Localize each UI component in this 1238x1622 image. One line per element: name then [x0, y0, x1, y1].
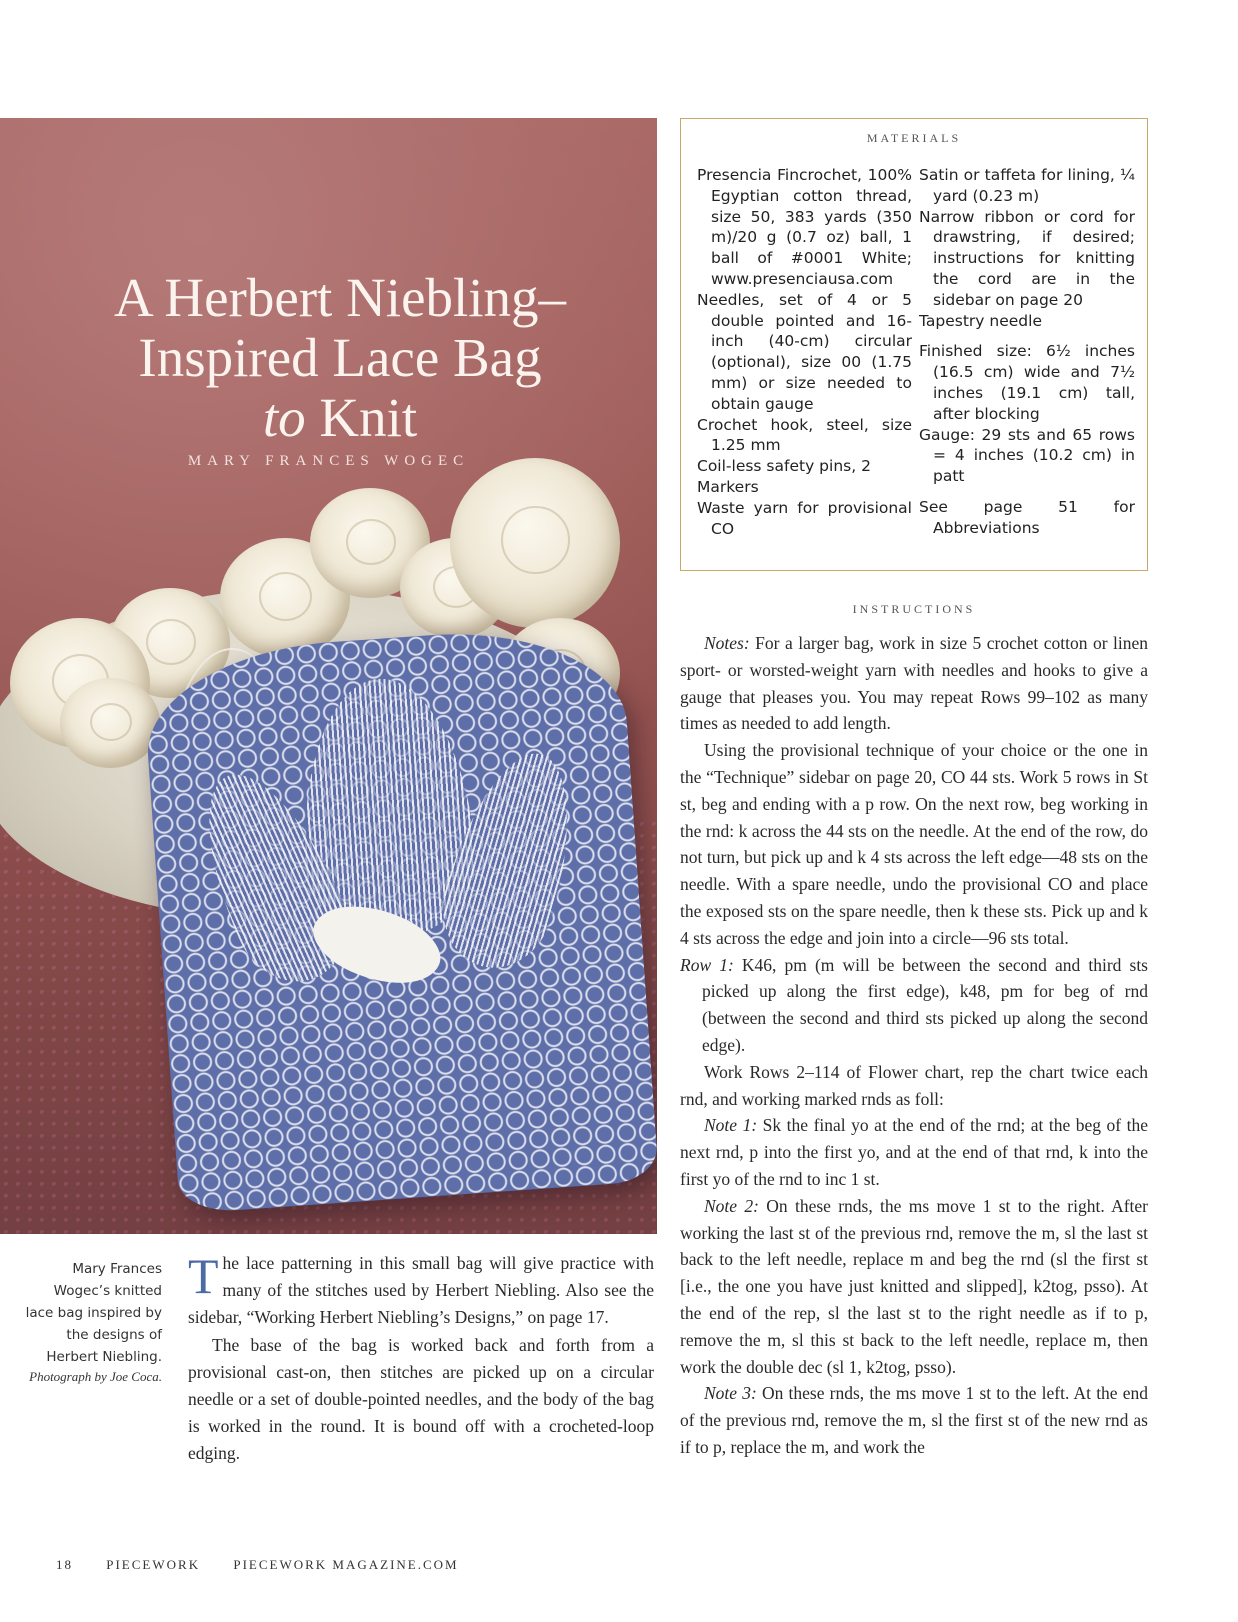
materials-item: Coil-less safety pins, 2 [697, 457, 871, 476]
materials-item: Markers [697, 477, 759, 496]
materials-item: Satin or taffeta for lining, ¼ yard (0.23 m) [919, 166, 1135, 205]
article-title: A Herbert Niebling– Inspired Lace Bag to Knit [113, 267, 567, 448]
materials-item: Needles, set of 4 or 5 double pointed and 16-inch (40-cm) circular (optional), size 00 (1.75 mm) or size needed to obtain gauge [697, 290, 912, 413]
drop-cap: T [188, 1248, 219, 1304]
note-3: Note 3: On these rnds, the ms move 1 st to the left. At the end of the previous rnd, remove the m, sl the first st of the new rnd as if to p, replace the m, and work the [680, 1383, 1149, 1457]
materials-item: Narrow ribbon or cord for drawstring, if desired; instructions for knitting the cord are in the sidebar on page 20 [919, 207, 1135, 309]
caption-text: Mary Frances Wogec’s knitted lace bag inspired by the designs of Herbert Niebling. [25, 1261, 162, 1365]
materials-heading: MATERIALS [866, 131, 962, 145]
materials-box [680, 118, 1148, 571]
materials-item: Crochet hook, steel, size 1.25 mm [697, 415, 912, 455]
photo-caption [22, 1258, 162, 1386]
instructions-notes: Notes: For a larger bag, work in size 5 crochet cotton or linen sport- or worsted-weight yarn with needles and hooks to give a gauge that pleases you. You may repeat Rows 99–102 as many times as needed to add length. [680, 633, 1148, 734]
instructions-heading: INSTRUCTIONS [852, 602, 976, 616]
lace-bag-photo [0, 118, 657, 1234]
materials-item: Waste yarn for provisional CO [697, 498, 912, 538]
note-2: Note 2: On these rnds, the ms move 1 st to the right. After working the last st of the previous rnd, remove the m, sl the last st back to the left needle, replace m and beg the rnd (sl the first st [i.e., the one you have just knitted and slipped], k2tog, psso). At the end of the rep, sl the last st to the right needle as if to p, remove the m, sl this st back to the left needle, replace m, then work the double dec (sl 1, k2tog, psso). [680, 1195, 1148, 1377]
article-body [188, 1250, 654, 1466]
magazine-name: PIECEWORK [106, 1557, 201, 1572]
materials-item: Presencia Fincrochet, 100% Egyptian cotton thread, size 50, 383 yards (350 m)/20 g (0.7 oz) ball, 1 ball of #0001 White; www.presenciausa.com [697, 166, 912, 288]
rose [450, 458, 620, 628]
row-1: Row 1: K46, pm (m will be between the second and third sts picked up along the first edge), k48, pm for beg of rnd (between the second and third sts picked up along the second edge). [680, 954, 1148, 1055]
photo-credit: Photograph by Joe Coca. [29, 1369, 162, 1384]
magazine-url: PIECEWORK MAGAZINE.COM [233, 1557, 459, 1572]
body-paragraph: The base of the bag is worked back and forth from a provisional cast-on, then stitches are picked up on a circular needle or a set of double-pointed needles, and the body of the bag is worked in the round. It is bound off with a crocheted-loop edging. [188, 1335, 654, 1463]
lace-bag [141, 622, 657, 1214]
page-number: 18 [56, 1557, 73, 1572]
finished-size: Finished size: 6½ inches (16.5 cm) wide and 7½ inches (19.1 cm) tall, after blocking [919, 342, 1135, 423]
author-byline: MARY FRANCES WOGEC [187, 453, 470, 469]
body-paragraph: The lace patterning in this small bag will give practice with many of the stitches used by Herbert Niebling. Also see the sidebar, “Working Herbert Niebling’s Designs,” on page 17. [188, 1248, 654, 1327]
page-footer [56, 1557, 487, 1573]
note-1: Note 1: Sk the final yo at the end of the rnd; at the beg of the next rnd, p into the first yo, and at the end of that rnd, k into the first yo of the rnd to inc 1 st. [680, 1115, 1148, 1189]
instructions-paragraph: Using the provisional technique of your choice or the one in the “Technique” sidebar on page 20, CO 44 sts. Work 5 rows in St st, beg and ending with a p row. On the next row, beg working in the rnd: k across the 44 sts on the needle. At the end of the row, do not turn, but pick up and k 4 sts across the left edge—48 sts on the needle. With a spare needle, undo the provisional CO and place the exposed sts on the spare needle, then k these sts. Pick up and k 4 sts across the edge and join into a circle—96 sts total. [680, 740, 1148, 948]
materials-list-right [919, 165, 1135, 539]
gauge: Gauge: 29 sts and 65 rows = 4 inches (10.2 cm) in patt [919, 425, 1135, 486]
instructions-text [680, 630, 1148, 1461]
instructions-paragraph: Work Rows 2–114 of Flower chart, rep the chart twice each rnd, and working marked rnds as foll: [680, 1061, 1148, 1109]
materials-list-left [697, 165, 912, 539]
abbreviations-note: See page 51 for Abbreviations [919, 497, 1135, 537]
materials-item: Tapestry needle [919, 311, 1042, 330]
